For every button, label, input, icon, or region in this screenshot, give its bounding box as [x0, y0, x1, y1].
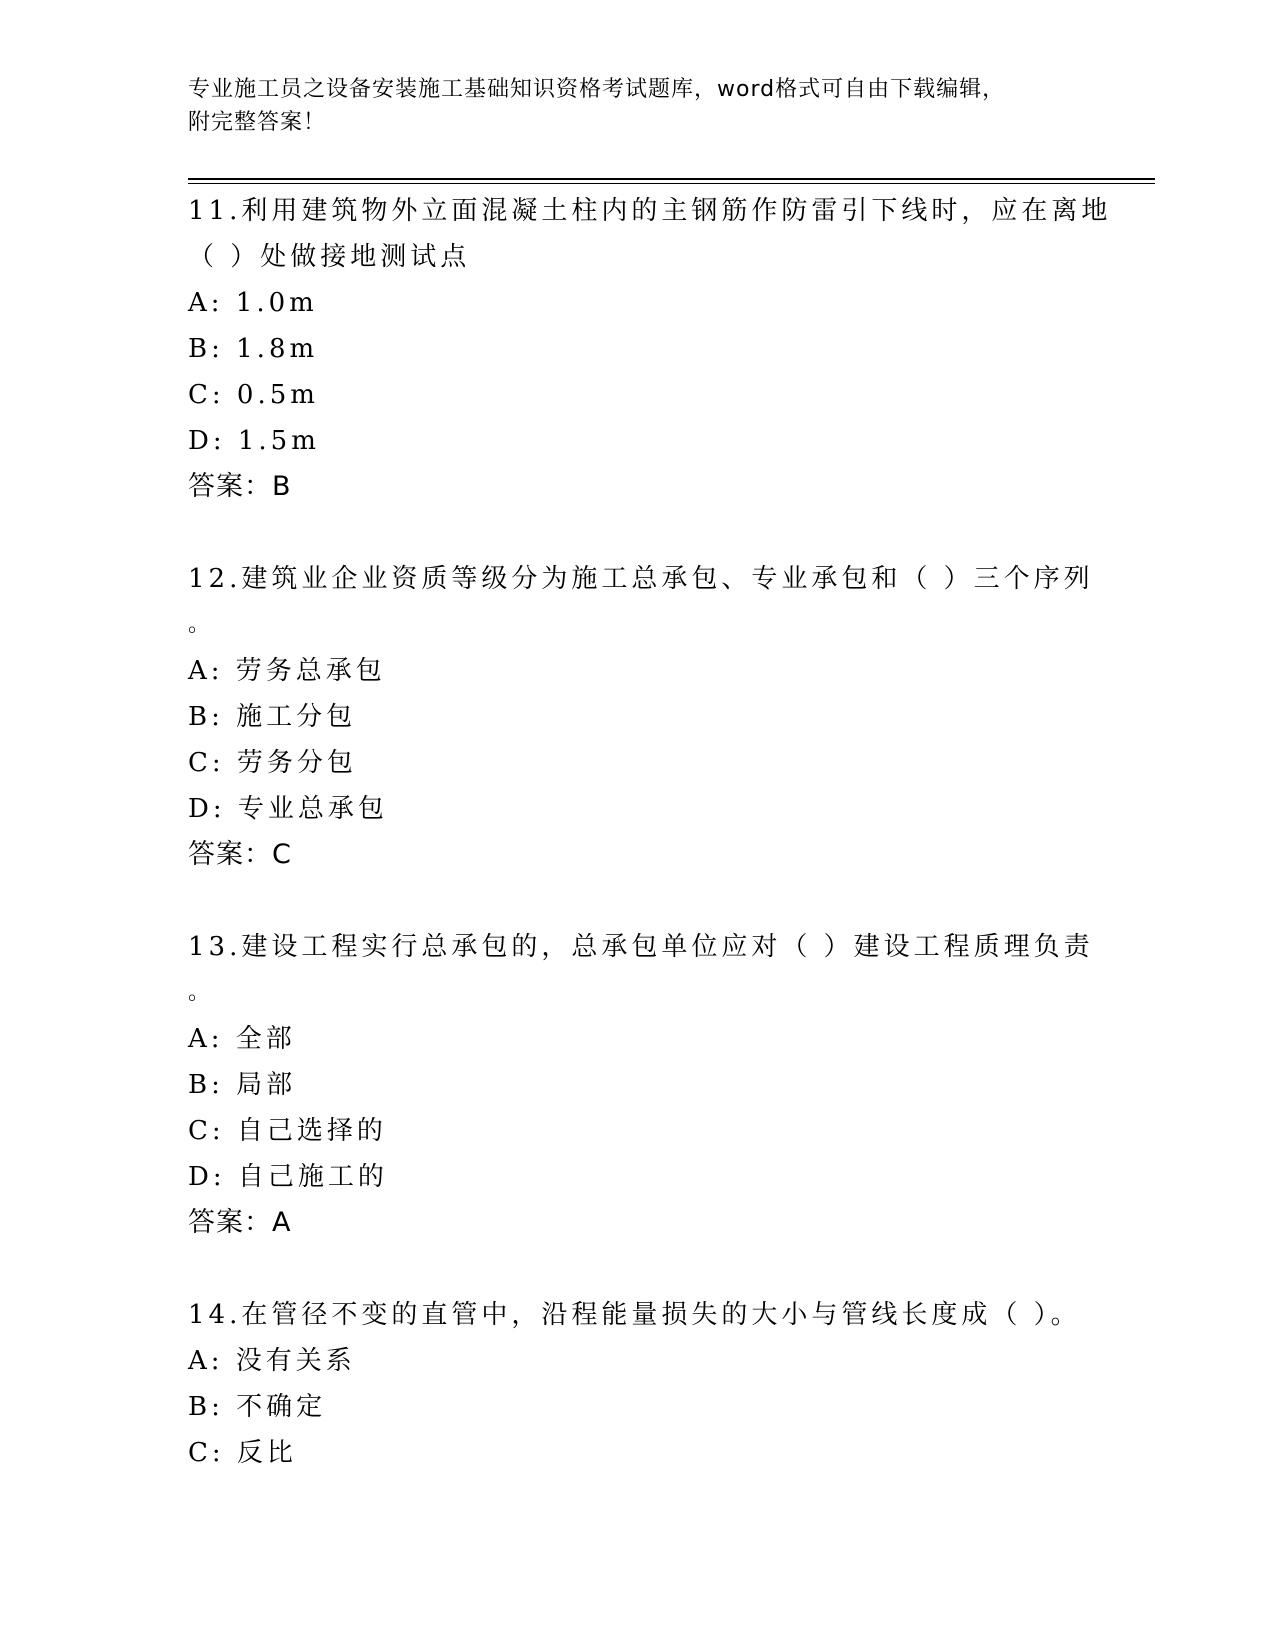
option-c: C: 自己选择的	[188, 1116, 387, 1146]
option-d: D: 自己施工的	[188, 1162, 388, 1192]
question-text: （ ）处做接地测试点	[188, 242, 471, 272]
question-text: 。	[188, 980, 215, 1005]
question-text: 11.利用建筑物外立面混凝土柱内的主钢筋作防雷引下线时，应在离地	[188, 196, 1112, 226]
option-a: A: 1.0m	[188, 288, 318, 318]
option-b: B: 局部	[188, 1070, 297, 1100]
answer-label: 答案：A	[188, 1207, 292, 1238]
option-b: B: 1.8m	[188, 334, 319, 364]
option-b: B: 不确定	[188, 1392, 327, 1422]
question-14	[188, 1292, 1148, 1476]
header-divider-thin	[188, 183, 1155, 184]
question-text: 14.在管径不变的直管中，沿程能量损失的大小与管线长度成（ ）。	[188, 1300, 1081, 1330]
option-a: A: 没有关系	[188, 1346, 356, 1376]
header-line-1: 专业施工员之设备安装施工基础知识资格考试题库，word格式可自由下载编辑，	[188, 77, 1006, 102]
header-line-2: 附完整答案！	[188, 110, 327, 135]
option-c: C: 0.5m	[188, 380, 319, 410]
question-text: 12.建筑业企业资质等级分为施工总承包、专业承包和（ ）三个序列	[188, 564, 1094, 594]
answer-label: 答案：C	[188, 839, 292, 870]
option-a: A: 劳务总承包	[188, 656, 386, 686]
option-c: C: 劳务分包	[188, 748, 357, 778]
option-b: B: 施工分包	[188, 702, 357, 732]
question-list	[188, 188, 1148, 1476]
question-text: 13.建设工程实行总承包的，总承包单位应对（ ）建设工程质理负责	[188, 932, 1094, 962]
spacer	[188, 878, 1148, 924]
option-d: D: 1.5m	[188, 426, 320, 456]
option-c: C: 反比	[188, 1438, 297, 1468]
question-13	[188, 924, 1148, 1246]
answer-label: 答案：B	[188, 471, 292, 502]
question-12	[188, 556, 1148, 878]
option-a: A: 全部	[188, 1024, 296, 1054]
question-text: 。	[188, 612, 215, 637]
spacer	[188, 510, 1148, 556]
question-11	[188, 188, 1148, 510]
spacer	[188, 1246, 1148, 1292]
header-divider-thick	[188, 178, 1155, 180]
option-d: D: 专业总承包	[188, 794, 388, 824]
document-header	[188, 73, 1088, 139]
